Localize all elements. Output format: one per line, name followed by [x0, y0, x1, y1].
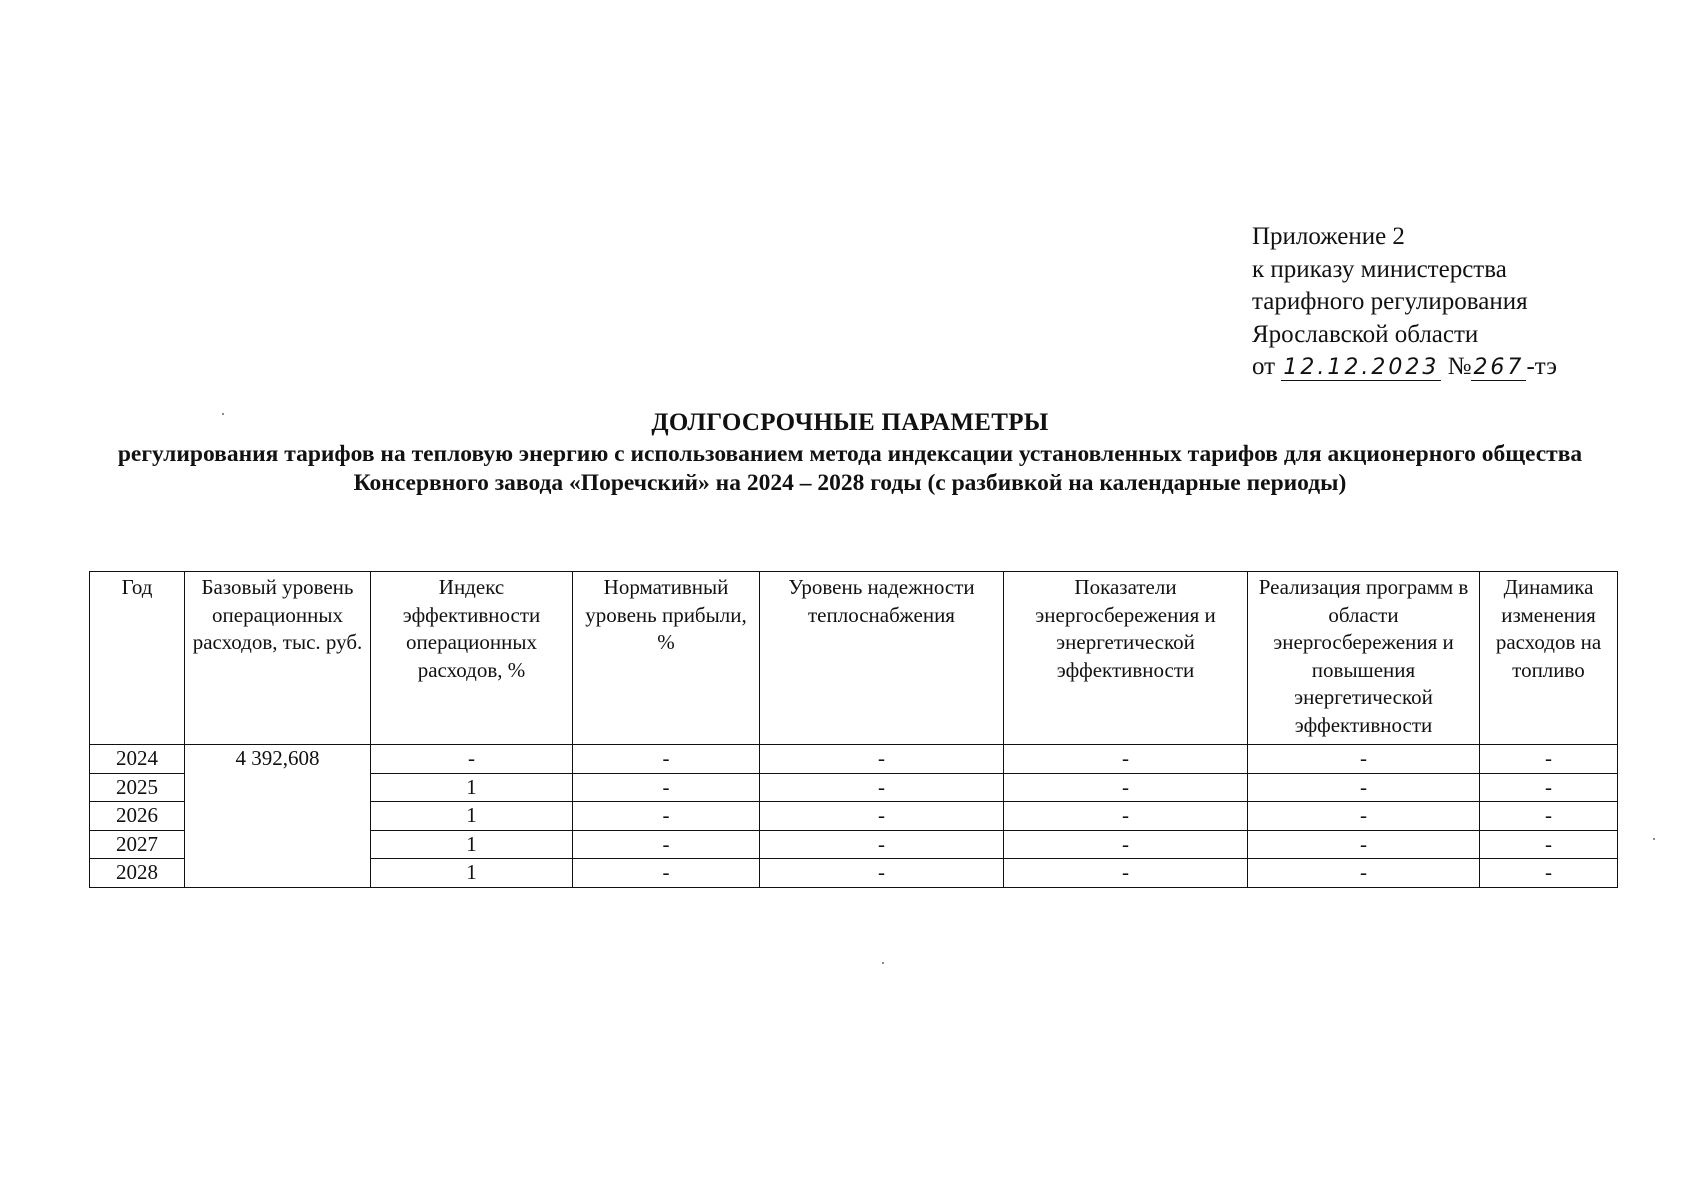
appendix-order-line — [1252, 351, 1557, 385]
cell-energy-saving: - — [1004, 830, 1248, 859]
cell-reliability: - — [760, 745, 1004, 774]
cell-energy-saving: - — [1004, 859, 1248, 888]
cell-profit: - — [573, 802, 760, 831]
cell-programs: - — [1248, 773, 1480, 802]
cell-year: 2027 — [90, 830, 185, 859]
cell-profit: - — [573, 773, 760, 802]
header-efficiency-index: Индекс эффективности операционных расходов, % — [371, 572, 573, 745]
document-title: ДОЛГОСРОЧНЫЕ ПАРАМЕТРЫ — [651, 409, 1049, 436]
cell-programs: - — [1248, 830, 1480, 859]
cell-programs: - — [1248, 745, 1480, 774]
scan-speck — [882, 962, 884, 964]
header-energy-saving: Показатели энергосбережения и энергетической эффективности — [1004, 572, 1248, 745]
table-row — [90, 745, 1618, 774]
cell-profit: - — [573, 859, 760, 888]
scan-speck — [1653, 838, 1655, 840]
cell-programs: - — [1248, 859, 1480, 888]
cell-profit: - — [573, 745, 760, 774]
cell-reliability: - — [760, 773, 1004, 802]
cell-index: - — [371, 745, 573, 774]
cell-base-level: 4 392,608 — [185, 745, 371, 888]
cell-fuel: - — [1480, 830, 1618, 859]
header-reliability: Уровень надежности теплоснабжения — [760, 572, 1004, 745]
cell-energy-saving: - — [1004, 745, 1248, 774]
appendix-line-1: Приложение 2 — [1252, 223, 1405, 250]
cell-year: 2024 — [90, 745, 185, 774]
cell-index: 1 — [371, 830, 573, 859]
document-title-block — [110, 408, 1590, 498]
cell-year: 2028 — [90, 859, 185, 888]
appendix-block — [1252, 221, 1557, 385]
appendix-line-3: тарифного регулирования — [1252, 288, 1528, 315]
number-sign: № — [1447, 353, 1472, 380]
header-base-level: Базовый уровень операционных расходов, тыс. руб. — [185, 572, 371, 745]
cell-energy-saving: - — [1004, 773, 1248, 802]
cell-fuel: - — [1480, 773, 1618, 802]
cell-index: 1 — [371, 773, 573, 802]
cell-fuel: - — [1480, 745, 1618, 774]
cell-energy-saving: - — [1004, 802, 1248, 831]
from-label: от — [1252, 353, 1276, 380]
cell-reliability: - — [760, 859, 1004, 888]
appendix-line-2: к приказу министерства — [1252, 255, 1507, 283]
cell-reliability: - — [760, 802, 1004, 831]
header-programs: Реализация программ в области энергосбережения и повышения энергетической эффективности — [1248, 572, 1480, 745]
order-date: 12.12.2023 — [1283, 355, 1440, 380]
document-subtitle: регулирования тарифов на тепловую энергию с использованием метода индексации установленных тарифов для акционерного общества Консервного завода «Поречский» на 2024 – 2028 годы (с разбивкой на календарные периоды) — [117, 441, 1583, 496]
appendix-line-4: Ярославской области — [1252, 320, 1479, 348]
cell-reliability: - — [760, 830, 1004, 859]
cell-fuel: - — [1480, 802, 1618, 831]
cell-index: 1 — [371, 802, 573, 831]
order-number: 267 — [1473, 355, 1525, 380]
header-year: Год — [90, 572, 185, 745]
header-fuel-dynamics: Динамика изменения расходов на топливо — [1480, 572, 1618, 745]
cell-index: 1 — [371, 859, 573, 888]
cell-year: 2026 — [90, 802, 185, 831]
cell-year: 2025 — [90, 773, 185, 802]
table-header-row — [90, 572, 1618, 745]
cell-fuel: - — [1480, 859, 1618, 888]
scan-speck — [222, 413, 224, 415]
parameters-table — [89, 571, 1618, 888]
cell-programs: - — [1248, 802, 1480, 831]
number-suffix: -тэ — [1526, 353, 1558, 380]
header-profit-level: Нормативный уровень прибыли, % — [573, 572, 760, 745]
cell-profit: - — [573, 830, 760, 859]
